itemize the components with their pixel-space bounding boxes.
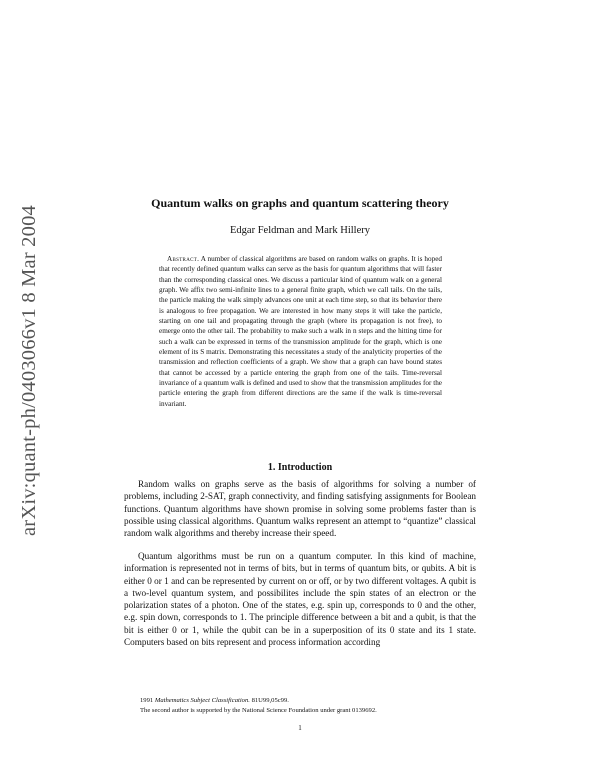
body-paragraph: Random walks on graphs serve as the basis of algorithms for solving a number of problems, including 2-SAT, graph connectivity, and finding satisfying assignments for Boolean functions. Quantum algorithms have shown promise in solving some problems faster than is possible using classical algorithms. Quantum walks represent an attempt to “quantize” classical random walk algorithms and thereby increase their speed. bbox=[124, 479, 476, 539]
paper-title: Quantum walks on graphs and quantum scattering theory bbox=[151, 196, 449, 210]
footnote-msc-label: Mathematics Subject Classification. bbox=[154, 697, 250, 704]
footnote-msc-year: 1991 bbox=[140, 697, 154, 704]
footnote-msc-codes: 81U99,05c99. bbox=[251, 697, 289, 704]
abstract-label: Abstract. bbox=[167, 255, 200, 263]
paper-authors: Edgar Feldman and Mark Hillery bbox=[230, 225, 370, 236]
body-paragraph: Quantum algorithms must be run on a quantum computer. In this kind of machine, information is represented not in terms of bits, but in terms of quantum bits, or qubits. A bit is either 0 or 1 and can be represented by current on or off, or by two different voltages. A qubit is a two-level quantum system, and possibilites include the spin states of an electron or the polarization states of a photon. One of the states, e.g. spin up, corresponds to 0 and the other, e.g. spin down, corresponds to 1. The principle difference between a bit and a qubit, is that the bit is either 0 or 1, while the qubit can be in a superposition of its 0 state and its 1 state. Computers based on bits represent and process information according bbox=[124, 551, 476, 648]
abstract bbox=[159, 254, 442, 409]
footnote-msc bbox=[140, 696, 480, 705]
page-number: 1 bbox=[298, 724, 302, 732]
abstract-text: A number of classical algorithms are based on random walks on graphs. It is hoped that recently defined quantum walks can serve as the basis for quantum algorithms that will faster than the corresponding classical ones. We discuss a particular kind of quantum walk on a general graph. We affix two semi-infinite lines to a general finite graph, which we call tails. On the tails, the particle making the walk simply advances one unit at each time step, so that its behavior there is analogous to free propagation. We are interested in how many steps it will take the particle, starting on one tail and propagating through the graph (where its propagation is not free), to emerge onto the other tail. The probability to make such a walk in n steps and the hitting time for such a walk can be expressed in terms of the transmission amplitude for the graph, which is one element of its S matrix. Demonstrating this necessitates a study of the analyticity properties of the transmission and reflection coefficients of a graph. We show that a graph can have bound states that cannot be accessed by a particle entering the graph from one of the tails. Time-reversal invariance of a quantum walk is defined and used to show that the transmission amplitudes for the particle entering the graph from different directions are the same if the walk is time-reversal invariant. bbox=[159, 255, 442, 408]
arxiv-identifier: arXiv:quant-ph/0403066v1 8 Mar 2004 bbox=[18, 205, 40, 536]
section-heading: 1. Introduction bbox=[267, 462, 333, 473]
footnote-funding: The second author is supported by the National Science Foundation under grant 0139692. bbox=[140, 707, 377, 714]
